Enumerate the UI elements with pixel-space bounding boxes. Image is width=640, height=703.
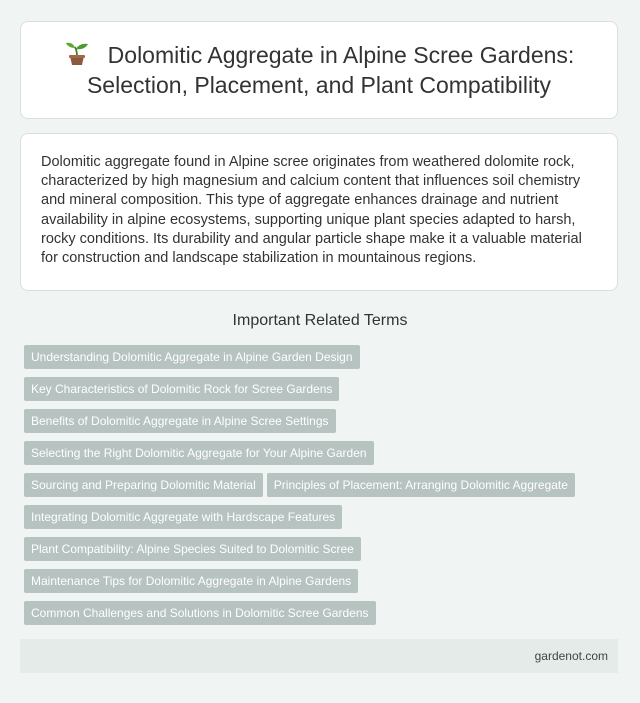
- term-tag[interactable]: Maintenance Tips for Dolomitic Aggregate in Alpine Gardens: [24, 569, 358, 593]
- term-row: [24, 505, 624, 537]
- term-row: [24, 601, 624, 633]
- related-terms-list: [24, 345, 624, 633]
- term-tag[interactable]: Selecting the Right Dolomitic Aggregate for Your Alpine Garden: [24, 441, 374, 465]
- term-tag[interactable]: Sourcing and Preparing Dolomitic Material: [24, 473, 263, 497]
- term-tag[interactable]: Benefits of Dolomitic Aggregate in Alpine Scree Settings: [24, 409, 336, 433]
- term-tag[interactable]: Understanding Dolomitic Aggregate in Alpine Garden Design: [24, 345, 360, 369]
- seedling-icon: [64, 42, 90, 66]
- term-row: [24, 537, 624, 569]
- title-text: Dolomitic Aggregate in Alpine Scree Gardens: Selection, Placement, and Plant Compatibility: [86, 42, 575, 98]
- footer: [20, 639, 618, 673]
- footer-site-link[interactable]: gardenot.com: [534, 649, 608, 663]
- term-row: [24, 569, 624, 601]
- term-tag[interactable]: Key Characteristics of Dolomitic Rock for Scree Gardens: [24, 377, 339, 401]
- title-card: [20, 21, 618, 119]
- term-tag[interactable]: Plant Compatibility: Alpine Species Suited to Dolomitic Scree: [24, 537, 361, 561]
- term-row: [24, 377, 624, 409]
- description-card: [20, 133, 618, 291]
- term-tag[interactable]: Principles of Placement: Arranging Dolomitic Aggregate: [267, 473, 575, 497]
- term-tag[interactable]: Integrating Dolomitic Aggregate with Hardscape Features: [24, 505, 342, 529]
- description-text: Dolomitic aggregate found in Alpine scree originates from weathered dolomite rock, characterized by high magnesium and calcium content that influences soil chemistry and mineral composition. This type of aggregate enhances drainage and nutrient availability in alpine ecosystems, supporting unique plant species adapted to harsh, rocky conditions. Its durability and angular particle shape make it a valuable material for construction and landscape stabilization in mountainous regions.: [41, 154, 582, 267]
- term-row: [24, 345, 624, 377]
- term-row: [24, 473, 624, 505]
- term-tag[interactable]: Common Challenges and Solutions in Dolomitic Scree Gardens: [24, 601, 376, 625]
- related-terms-heading: Important Related Terms: [232, 312, 408, 329]
- page-title: [39, 40, 599, 100]
- term-row: [24, 409, 624, 441]
- term-row: [24, 441, 624, 473]
